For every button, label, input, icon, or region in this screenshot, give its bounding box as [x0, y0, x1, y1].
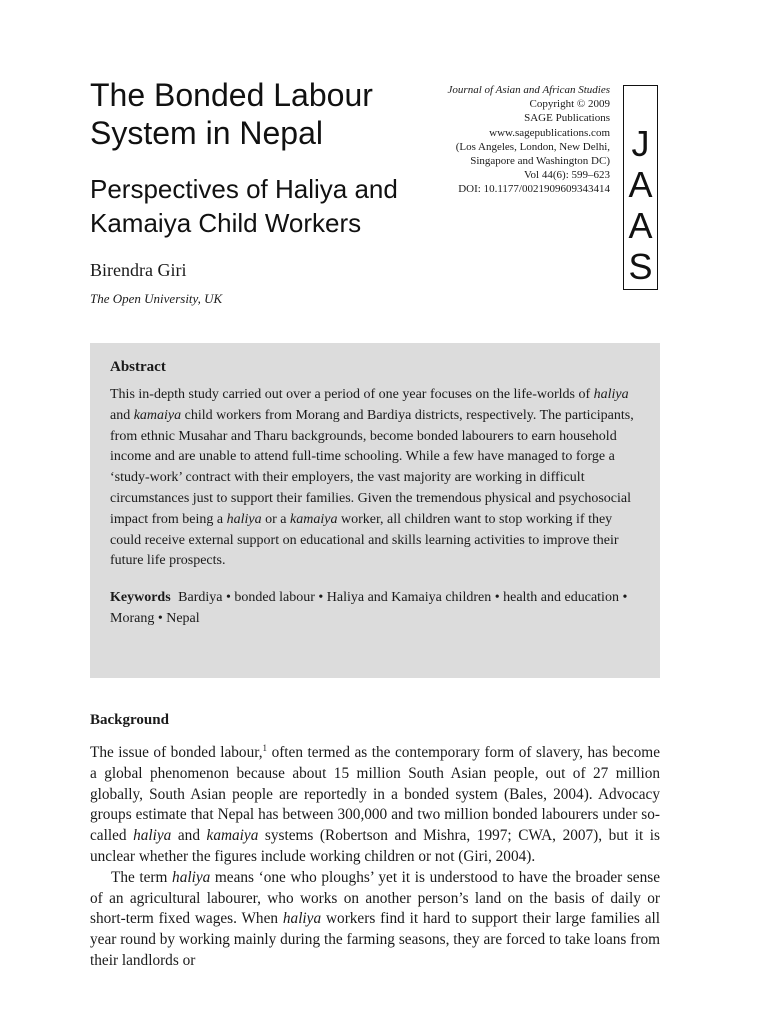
- logo-letter: A: [628, 164, 653, 205]
- journal-doi: DOI: 10.1177/0021909609343414: [458, 183, 610, 196]
- abstract-text: This in-depth study carried out over a period of one year focuses on the life-worlds of haliya and kamaiya child workers from Morang and Bardiya districts, respectively. The participants, from ethnic Musahar and Tharu backgrounds, become bonded labourers to earn household income and are unable to attend full-time schooling. While a few have managed to forge a ‘study-work’ contract with their employers, the vast majority are working in difficult circumstances just to support their families. Given the tremendous physical and psychosocial impact from being a haliya or a kamaiya worker, all children want to stop working if they could receive external support on educational and skills learning activities to improve their future life prospects.: [110, 387, 634, 569]
- journal-locations: (Los Angeles, London, New Delhi,: [455, 140, 610, 153]
- abstract-box: [90, 343, 660, 678]
- logo-letter: J: [631, 123, 650, 164]
- journal-copyright: Copyright © 2009: [529, 98, 610, 111]
- journal-name: Journal of Asian and African Studies: [447, 84, 610, 96]
- journal-info: [420, 83, 610, 197]
- body-paragraph: The term haliya means ‘one who ploughs’ yet it is understood to have the broader sense of an agricultural labourer, who works on another person’s land on the basis of daily or short-term fixed wages. When haliya workers find it hard to support their large families all year round by working mainly during the farming seasons, they are forced to take loans from their landlords or: [90, 868, 660, 969]
- author-name: Birendra Giri: [90, 260, 187, 280]
- logo-letter: A: [628, 205, 653, 246]
- section-heading-background: Background: [90, 712, 169, 728]
- keywords-list: Bardiya • bonded labour • Haliya and Kamaiya children • health and education • Morang • Nepal: [110, 590, 628, 626]
- author-affiliation: The Open University, UK: [90, 291, 223, 306]
- journal-website: www.sagepublications.com: [489, 126, 610, 139]
- keywords: [110, 588, 640, 630]
- body-paragraph: The issue of bonded labour,$^1$ often termed as the contemporary form of slavery, has become a global phenomenon because about 15 million South Asian people, out of 27 million globally, South Asian people are reportedly in a bonded system (Bales, 2004). Advocacy groups estimate that Nepal has between 300,000 and two million bonded labourers under so-called haliya and kamaiya systems (Robertson and Mishra, 1997; CWA, 2007), but it is unclear whether the figures include working children or not (Giri, 2004).: [90, 742, 660, 865]
- abstract-heading: Abstract: [110, 359, 166, 375]
- footnote-ref[interactable]: 1: [262, 742, 268, 753]
- article-subtitle: Perspectives of Haliya and Kamaiya Child Workers: [90, 174, 398, 238]
- background-body: [90, 743, 660, 972]
- journal-logo: [623, 85, 658, 290]
- logo-letter: S: [628, 246, 653, 287]
- journal-publisher: SAGE Publications: [524, 112, 610, 125]
- keywords-label: Keywords: [110, 590, 171, 606]
- journal-locations-cont: Singapore and Washington DC): [470, 155, 610, 168]
- journal-volume: Vol 44(6): 599–623: [524, 169, 610, 182]
- article-title: The Bonded Labour System in Nepal: [90, 77, 373, 151]
